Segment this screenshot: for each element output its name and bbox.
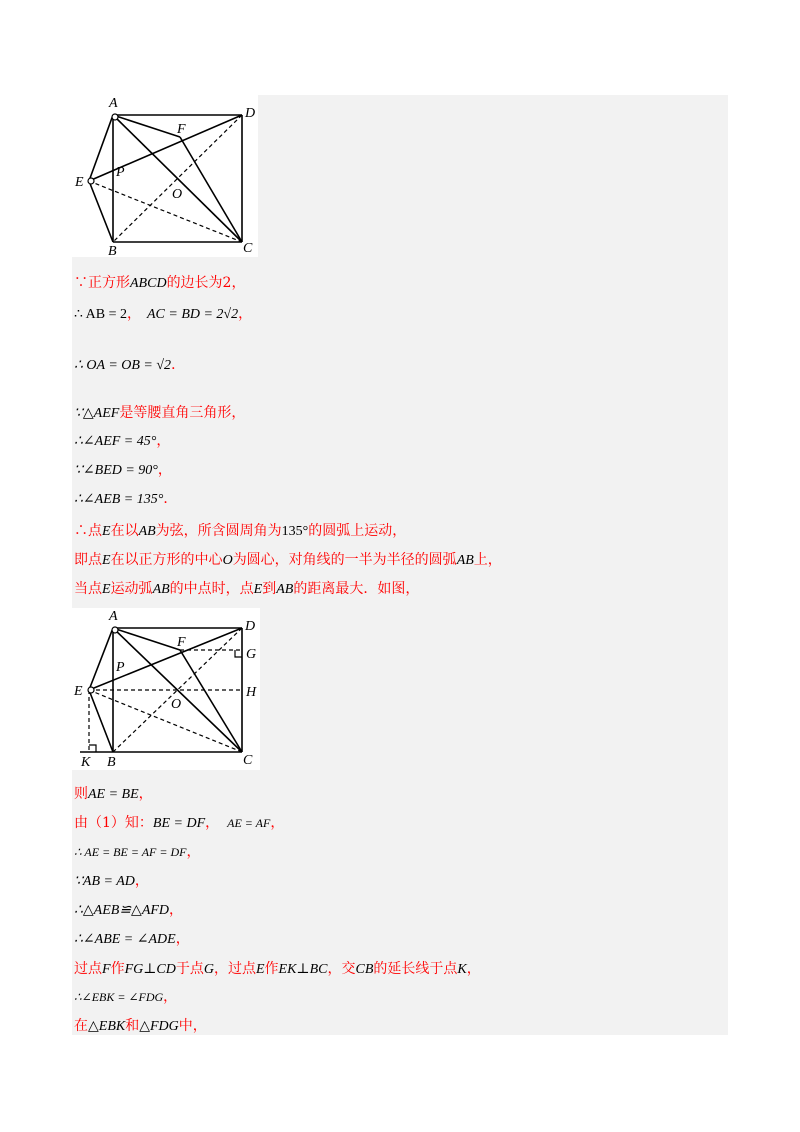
text-line-12: 由（1）知：BE = DF， AE = AF， [74,815,285,831]
text-line-5: ∴∠AEF = 45°， [74,433,171,449]
label-C: C [243,753,253,768]
text-line-16: ∴∠ABE = ∠ADE， [74,931,190,947]
label-E: E [74,684,83,699]
angle-mark-E [88,687,94,693]
label-B: B [107,755,116,770]
label-P: P [116,660,125,675]
text-line-18: ∴∠EBK = ∠FDG， [74,989,178,1005]
label-A: A [109,96,118,111]
text-line-3: ∴ OA = OB = √2． [74,357,186,373]
text-line-6: ∵∠BED = 90°， [74,462,172,478]
label-D: D [245,106,256,121]
text-line-17: 过点F作FG⊥CD于点G，过点E作EK⊥BC，交CB的延长线于点K， [74,961,481,977]
text-line-13: ∴ AE = BE = AF = DF， [74,844,201,860]
seg-ED [89,628,242,690]
text-line-8: ∴点E在以AB为弦，所含圆周角为135°的圆弧上运动， [74,523,407,539]
label-K: K [81,755,91,770]
label-D: D [245,619,256,634]
text-line-4: ∵△AEF是等腰直角三角形， [74,405,246,421]
seg-EC-dashed [89,690,242,752]
figure-1-diagram [72,95,258,257]
label-O: O [171,697,182,712]
text-line-15: ∴△AEB≌△AFD， [74,902,184,918]
text-line-10: 当点E运动弧AB的中点时，点E到AB的距离最大．如图， [74,581,420,597]
seg-EA [89,115,113,181]
label-O: O [172,187,183,202]
label-H: H [246,685,257,700]
angle-mark-A [112,114,118,120]
label-P: P [116,165,125,180]
label-G: G [246,647,257,662]
figure-2-diagram [72,608,260,770]
label-F: F [177,635,186,650]
label-A: A [109,609,118,624]
text-line-1: ∵正方形ABCD的边长为2， [74,275,246,291]
label-F: F [177,122,186,137]
figure-1 [72,95,258,257]
text-line-14: ∵AB = AD， [74,873,149,889]
text-line-19: 在△EBK和△FDG中， [74,1018,207,1034]
seg-EB [89,690,113,752]
angle-mark-E [88,178,94,184]
seg-AF [113,628,180,650]
figure-2 [72,608,260,770]
right-angle-K [89,745,96,752]
seg-EB [89,181,113,242]
right-angle-G [235,650,242,657]
text-line-9: 即点E在以正方形的中心O为圆心，对角线的一半为半径的圆弧AB上， [74,552,502,568]
seg-ED [89,115,242,181]
angle-mark-A [112,627,118,633]
seg-EA [89,628,113,690]
label-E: E [75,175,84,190]
text-line-11: 则AE = BE， [74,786,153,802]
label-C: C [243,241,253,256]
text-line-7: ∴∠AEB = 135°． [74,491,178,507]
text-line-2: ∴ AB = 2， AC = BD = 2√2， [74,306,253,322]
label-B: B [108,244,117,257]
